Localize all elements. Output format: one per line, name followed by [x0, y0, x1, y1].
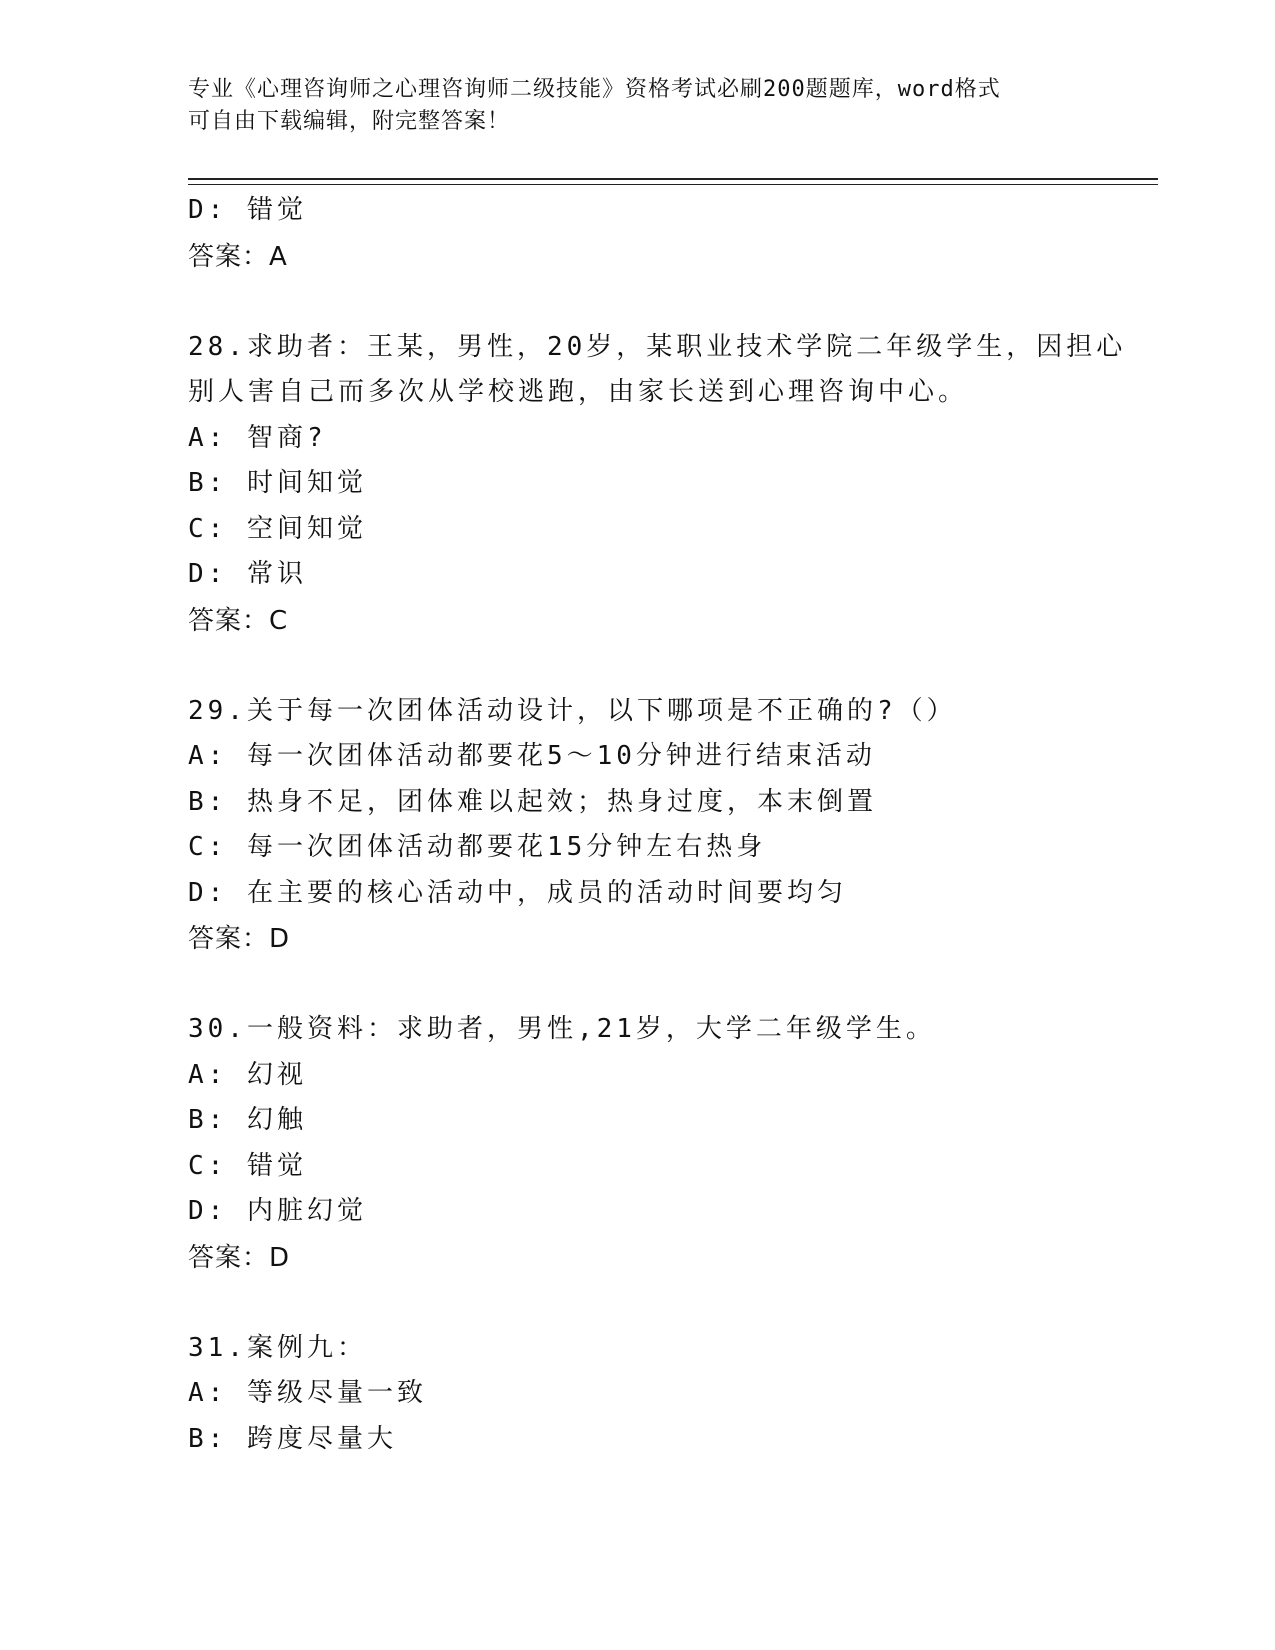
- option-a: A: 幻视: [188, 1059, 307, 1090]
- option-b: B: 时间知觉: [188, 468, 367, 498]
- question-stem: 28.求助者：王某，男性，20岁，某职业技术学院二年级学生，因担心: [188, 331, 1127, 362]
- option-b: B: 跨度尽量大: [188, 1423, 397, 1454]
- option-c: C: 错觉: [188, 1150, 307, 1181]
- question-stem: 29.关于每一次团体活动设计，以下哪项是不正确的?（）: [188, 695, 957, 726]
- question-stem: 30.一般资料：求助者，男性,21岁，大学二年级学生。: [188, 1014, 936, 1044]
- answer-line: 答案：C: [188, 605, 289, 636]
- question-stem: 别人害自己而多次从学校逃跑，由家长送到心理咨询中心。: [188, 377, 969, 407]
- answer-line: 答案：D: [188, 924, 291, 954]
- option-d: D: 内脏幻觉: [188, 1196, 367, 1226]
- option-d: D: 常识: [188, 559, 307, 589]
- option-b: B: 幻触: [188, 1105, 307, 1135]
- document-header: [188, 74, 1088, 138]
- question-30: [188, 1007, 1148, 1281]
- answer-line: 答案：A: [188, 241, 288, 272]
- previous-question-tail: [188, 188, 1148, 280]
- option-d: D: 错觉: [188, 195, 307, 225]
- header-divider-thin: [188, 184, 1158, 185]
- option-d: D: 在主要的核心活动中，成员的活动时间要均匀: [188, 877, 847, 908]
- option-a: A: 每一次团体活动都要花5～10分钟进行结束活动: [188, 741, 876, 771]
- option-c: C: 空间知觉: [188, 513, 367, 544]
- header-line-2: 可自由下载编辑，附完整答案！: [188, 109, 511, 134]
- question-list: [188, 188, 1148, 1462]
- option-a: A: 等级尽量一致: [188, 1378, 427, 1408]
- option-c: C: 每一次团体活动都要花15分钟左右热身: [188, 832, 767, 862]
- question-29: [188, 689, 1148, 963]
- header-line-1: 专业《心理咨询师之心理咨询师二级技能》资格考试必刷200题题库，word格式: [188, 77, 1001, 102]
- header-divider-thick: [188, 178, 1158, 180]
- answer-line: 答案：D: [188, 1242, 291, 1273]
- question-stem: 31.案例九：: [188, 1332, 367, 1363]
- question-31: [188, 1326, 1148, 1463]
- question-28: [188, 325, 1148, 644]
- option-b: B: 热身不足，团体难以起效；热身过度，本末倒置: [188, 786, 877, 817]
- option-a: A: 智商?: [188, 422, 327, 453]
